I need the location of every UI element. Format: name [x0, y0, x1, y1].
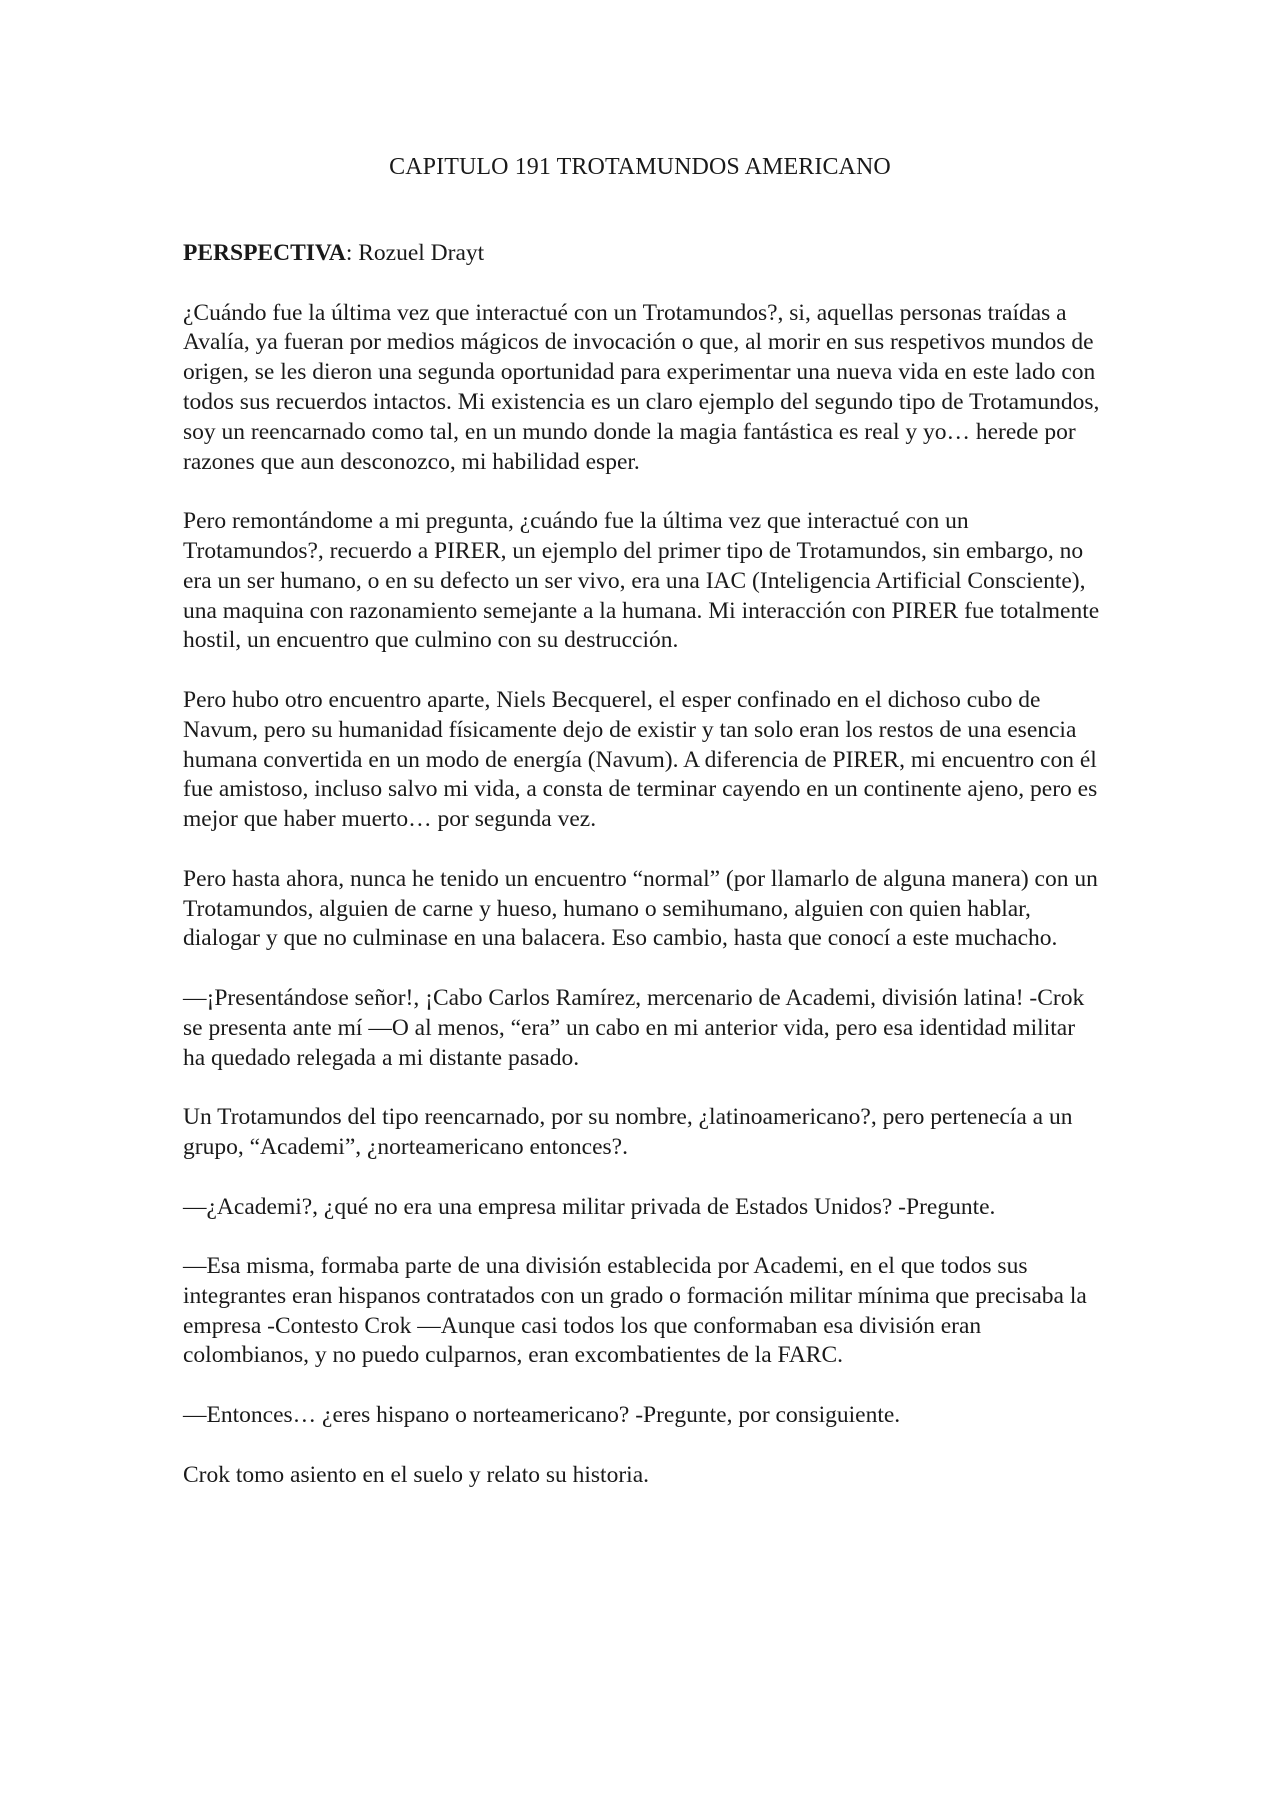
paragraph: Pero hasta ahora, nunca he tenido un encuentro “normal” (por llamarlo de alguna manera) con un Trotamundos, alguien de carne y hueso, humano o semihumano, alguien con quien hablar, dialogar y que no culminase en una balacera. Eso cambio, hasta que conocí a este muchacho. [183, 865, 1098, 952]
dialogue-paragraph: —Entonces… ¿eres hispano o norteamericano? -Pregunte, por consiguiente. [183, 1402, 901, 1429]
paragraph: Crok tomo asiento en el suelo y relato su historia. [183, 1461, 649, 1488]
dialogue-paragraph: —¡Presentándose señor!, ¡Cabo Carlos Ramírez, mercenario de Academi, división latina! -Crok se presenta ante mí —O al menos, “era” un cabo en mi anterior vida, pero esa identidad militar ha quedado relegada a mi distante pasado. [183, 984, 1085, 1071]
chapter-title: CAPITULO 191 TROTAMUNDOS AMERICANO [389, 154, 891, 180]
perspective-separator: : [345, 240, 353, 266]
dialogue-paragraph: —Esa misma, formaba parte de una división establecida por Academi, en el que todos sus integrantes eran hispanos contratados con un grado o formación militar mínima que precisaba la empresa -Contesto Crok —Aunque casi todos los que conformaban esa división eran colombianos, y no puedo culparnos, eran excombatientes de la FARC. [183, 1253, 1087, 1369]
perspective-line [183, 239, 1103, 269]
paragraph: ¿Cuándo fue la última vez que interactué con un Trotamundos?, si, aquellas personas traídas a Avalía, ya fueran por medios mágicos de invocación o que, al morir en sus respetivos mundos de origen, se les dieron una segunda oportunidad para experimentar una nueva vida en este lado con todos sus recuerdos intactos. Mi existencia es un claro ejemplo del segundo tipo de Trotamundos, soy un reencarnado como tal, en un mundo donde la magia fantástica es real y yo… herede por razones que aun desconozco, mi habilidad esper. [183, 299, 1100, 475]
perspective-label: PERSPECTIVA [183, 240, 346, 266]
document-body [183, 239, 1103, 1520]
perspective-name: Rozuel Drayt [352, 240, 485, 266]
paragraph: Pero hubo otro encuentro aparte, Niels Becquerel, el esper confinado en el dichoso cubo de Navum, pero su humanidad físicamente dejo de existir y tan solo eran los restos de una esencia humana convertida en un modo de energía (Navum). A diferencia de PIRER, mi encuentro con él fue amistoso, incluso salvo mi vida, a consta de terminar cayendo en un continente ajeno, pero es mejor que haber muerto… por segunda vez. [183, 686, 1098, 833]
paragraph: Un Trotamundos del tipo reencarnado, por su nombre, ¿latinoamericano?, pero pertenecía a un grupo, “Academi”, ¿norteamericano entonces?. [183, 1104, 1073, 1160]
paragraph: Pero remontándome a mi pregunta, ¿cuándo fue la última vez que interactué con un Trotamundos?, recuerdo a PIRER, un ejemplo del primer tipo de Trotamundos, sin embargo, no era un ser humano, o en su defecto un ser vivo, era una IAC (Inteligencia Artificial Consciente), una maquina con razonamiento semejante a la humana. Mi interacción con PIRER fue totalmente hostil, un encuentro que culmino con su destrucción. [183, 508, 1100, 654]
dialogue-paragraph: —¿Academi?, ¿qué no era una empresa militar privada de Estados Unidos? -Pregunte. [183, 1193, 996, 1220]
